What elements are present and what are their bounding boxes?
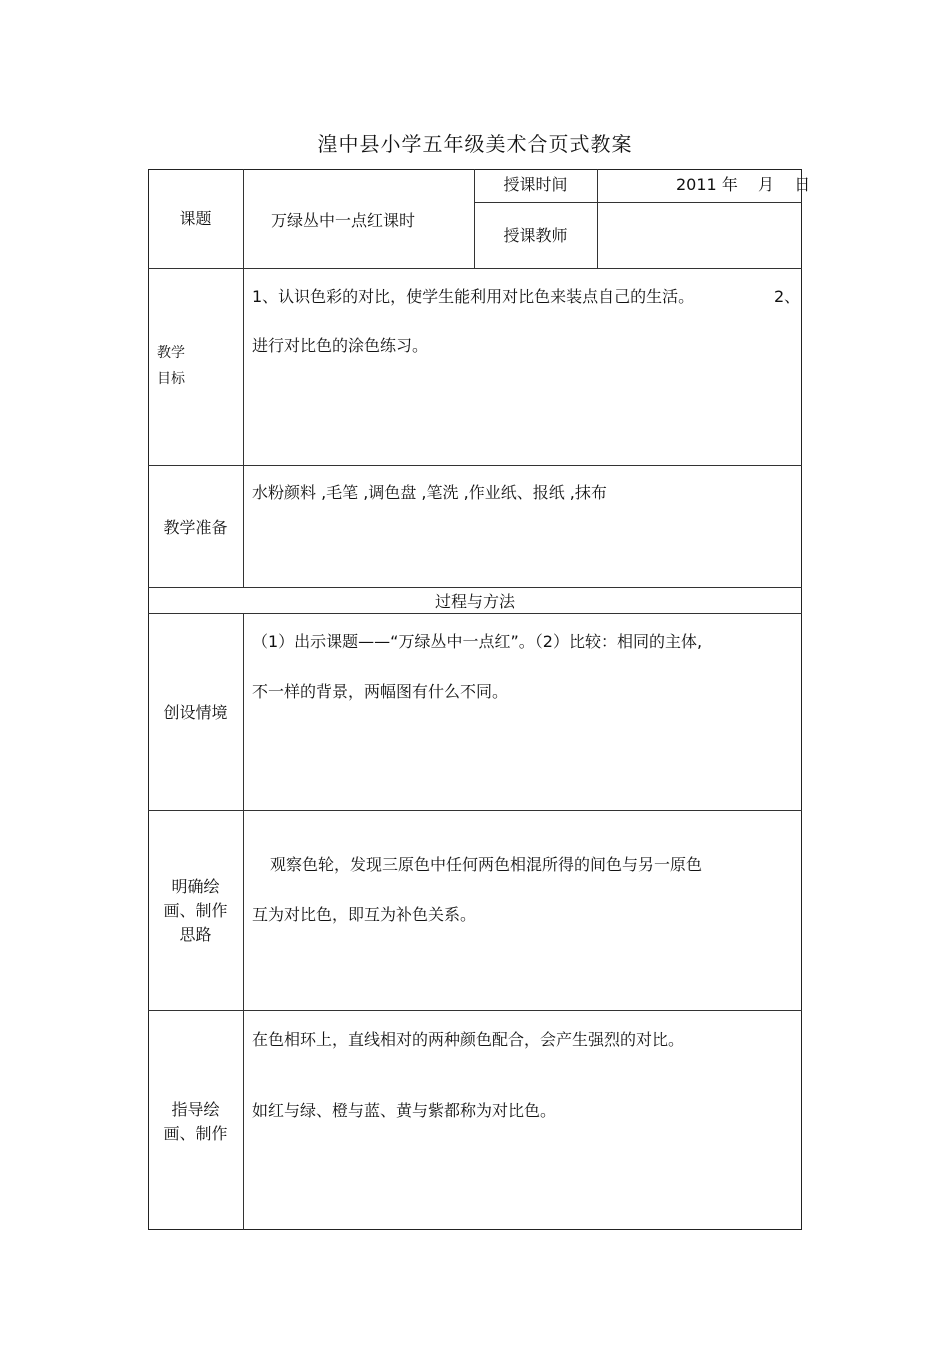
date-year-unit: 年: [721, 175, 738, 194]
objectives-line1: 1、认识色彩的对比，使学生能利用对比色来装点自己的生活。: [252, 287, 695, 306]
time-label: 授课时间: [503, 175, 568, 194]
objectives-label-line1: 教学: [157, 345, 185, 361]
row-divider: [148, 810, 802, 811]
column-divider: [243, 613, 244, 1230]
page-title: 湟中县小学五年级美术合页式教案: [317, 132, 633, 156]
situation-line1: （1）出示课题——“万绿丛中一点红”。（2）比较：相同的主体,: [252, 632, 703, 651]
objectives-label: [157, 340, 237, 392]
objectives-label-line2: 目标: [157, 371, 185, 387]
process-header: 过程与方法: [434, 592, 515, 611]
preparation-text: 水粉颜料 ,毛笔 ,调色盘 ,笔洗 ,作业纸、报纸 ,抹布: [252, 483, 607, 502]
topic-value: 万绿丛中一点红课时: [271, 211, 416, 230]
situation-label: 创设情境: [163, 703, 228, 722]
thinking-label-line1: 明确绘: [171, 877, 220, 896]
column-divider: [597, 169, 598, 268]
guidance-line1: 在色相环上，直线相对的两种颜色配合，会产生强烈的对比。: [252, 1030, 685, 1049]
guidance-label-line1: 指导绘: [171, 1100, 220, 1119]
row-divider: [148, 587, 802, 588]
guidance-line2: 如红与绿、橙与蓝、黄与紫都称为对比色。: [252, 1101, 557, 1120]
situation-line2: 不一样的背景，两幅图有什么不同。: [252, 682, 509, 701]
objectives-line1-tail: 2、: [774, 287, 801, 306]
guidance-label: [148, 1098, 243, 1146]
date-year: 2011: [676, 175, 717, 194]
row-divider: [474, 202, 802, 203]
teacher-label: 授课教师: [503, 226, 568, 245]
objectives-line2: 进行对比色的涂色练习。: [252, 336, 429, 355]
thinking-line2: 互为对比色，即互为补色关系。: [252, 905, 477, 924]
date-day-unit: 日: [794, 175, 811, 194]
thinking-label: [148, 875, 243, 947]
thinking-line1: 观察色轮，发现三原色中任何两色相混所得的间色与另一原色: [270, 855, 703, 874]
row-divider: [148, 268, 802, 269]
preparation-label: 教学准备: [163, 518, 228, 537]
thinking-label-line3: 思路: [179, 925, 212, 944]
row-divider: [148, 465, 802, 466]
date-field: [676, 173, 810, 197]
date-month-unit: 月: [758, 175, 775, 194]
column-divider: [243, 169, 244, 588]
row-divider: [148, 1010, 802, 1011]
guidance-label-line2: 画、制作: [163, 1124, 228, 1143]
topic-label: 课题: [179, 209, 212, 228]
thinking-label-line2: 画、制作: [163, 901, 228, 920]
